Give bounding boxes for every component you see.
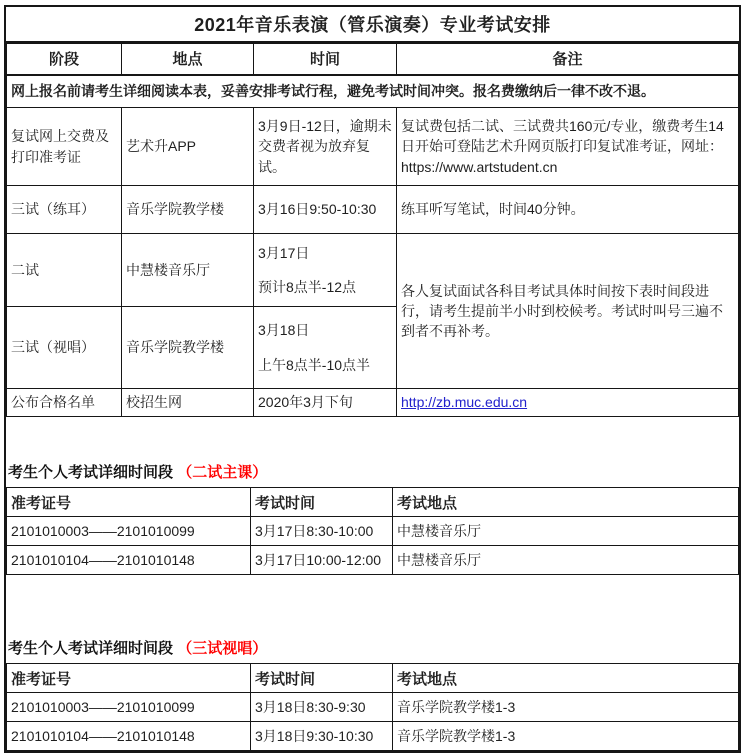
place-cell: 校招生网	[122, 389, 254, 417]
note-cell	[397, 389, 739, 417]
section-gap	[6, 417, 739, 461]
notice-row	[7, 75, 739, 108]
third-round-table	[6, 663, 739, 751]
place-column-header: 地点	[122, 44, 254, 75]
exam-time-column-header: 考试时间	[251, 664, 393, 693]
time-line-2: 上午8点半-10点半	[258, 356, 371, 373]
stage-cell: 复试网上交费及打印准考证	[7, 108, 122, 186]
table-row-publish-list	[7, 389, 739, 417]
time-cell: 3月16日9:50-10:30	[254, 186, 397, 234]
exam-place-cell: 音乐学院教学楼1-3	[393, 693, 739, 722]
ticket-range-cell: 2101010104——2101010148	[7, 546, 251, 575]
time-cell: 3月9日-12日，逾期未交费者视为放弃复试。	[254, 108, 397, 186]
second-round-header-row	[7, 488, 739, 517]
second-round-heading-tag: （二试主课）	[177, 464, 268, 481]
time-cell: 2020年3月下旬	[254, 389, 397, 417]
third-round-heading	[6, 637, 739, 663]
second-round-heading	[6, 461, 739, 487]
schedule-header-row	[7, 44, 739, 75]
note-cell: 练耳听写笔试，时间40分钟。	[397, 186, 739, 234]
stage-cell: 公布合格名单	[7, 389, 122, 417]
table-row-second-exam	[7, 234, 739, 307]
table-row-ear-training	[7, 186, 739, 234]
place-cell: 音乐学院教学楼	[122, 307, 254, 389]
table-row	[7, 517, 739, 546]
third-round-heading-tag: （三试视唱）	[177, 640, 268, 657]
ticket-column-header: 准考证号	[7, 488, 251, 517]
exam-place-column-header: 考试地点	[393, 488, 739, 517]
time-column-header: 时间	[254, 44, 397, 75]
table-row	[7, 693, 739, 722]
table-row	[7, 722, 739, 751]
stage-cell: 二试	[7, 234, 122, 307]
second-round-table	[6, 487, 739, 575]
time-line-1: 3月17日	[258, 244, 310, 261]
table-row	[7, 546, 739, 575]
ticket-column-header: 准考证号	[7, 664, 251, 693]
exam-place-cell: 中慧楼音乐厅	[393, 517, 739, 546]
page-title: 2021年音乐表演（管乐演奏）专业考试安排	[6, 7, 739, 43]
second-round-heading-text: 考生个人考试详细时间段	[8, 464, 174, 481]
exam-place-cell: 音乐学院教学楼1-3	[393, 722, 739, 751]
time-line-2: 预计8点半-12点	[258, 279, 357, 295]
stage-cell: 三试（练耳）	[7, 186, 122, 234]
third-round-header-row	[7, 664, 739, 693]
note-column-header: 备注	[397, 44, 739, 75]
time-cell	[254, 234, 397, 307]
exam-schedule-table	[6, 43, 739, 417]
place-cell: 中慧楼音乐厅	[122, 234, 254, 307]
admission-list-link[interactable]: http://zb.muc.edu.cn	[401, 394, 528, 411]
note-cell-merged: 各人复试面试各科目考试具体时间按下表时间段进行，请考生提前半小时到校候考。考试时叫号三遍不到者不再补考。	[397, 234, 739, 389]
exam-place-cell: 中慧楼音乐厅	[393, 546, 739, 575]
exam-time-column-header: 考试时间	[251, 488, 393, 517]
notice-text: 网上报名前请考生详细阅读本表，妥善安排考试行程，避免考试时间冲突。报名费缴纳后一律不改不退。	[7, 75, 739, 108]
exam-place-column-header: 考试地点	[393, 664, 739, 693]
exam-time-cell: 3月18日9:30-10:30	[251, 722, 393, 751]
time-cell	[254, 307, 397, 389]
exam-time-cell: 3月17日10:00-12:00	[251, 546, 393, 575]
note-cell: 复试费包括二试、三试费共160元/专业，缴费考生14日开始可登陆艺术升网页版打印复试准考证，网址：https://www.artstudent.cn	[397, 108, 739, 186]
stage-cell: 三试（视唱）	[7, 307, 122, 389]
ticket-range-cell: 2101010104——2101010148	[7, 722, 251, 751]
section-gap	[6, 575, 739, 637]
document-frame	[4, 5, 741, 753]
place-cell: 艺术升APP	[122, 108, 254, 186]
exam-time-cell: 3月17日8:30-10:00	[251, 517, 393, 546]
stage-column-header: 阶段	[7, 44, 122, 75]
place-cell: 音乐学院教学楼	[122, 186, 254, 234]
third-round-heading-text: 考生个人考试详细时间段	[8, 640, 174, 657]
time-line-1: 3月18日	[258, 322, 310, 339]
table-row-payment	[7, 108, 739, 186]
exam-time-cell: 3月18日8:30-9:30	[251, 693, 393, 722]
ticket-range-cell: 2101010003——2101010099	[7, 693, 251, 722]
ticket-range-cell: 2101010003——2101010099	[7, 517, 251, 546]
